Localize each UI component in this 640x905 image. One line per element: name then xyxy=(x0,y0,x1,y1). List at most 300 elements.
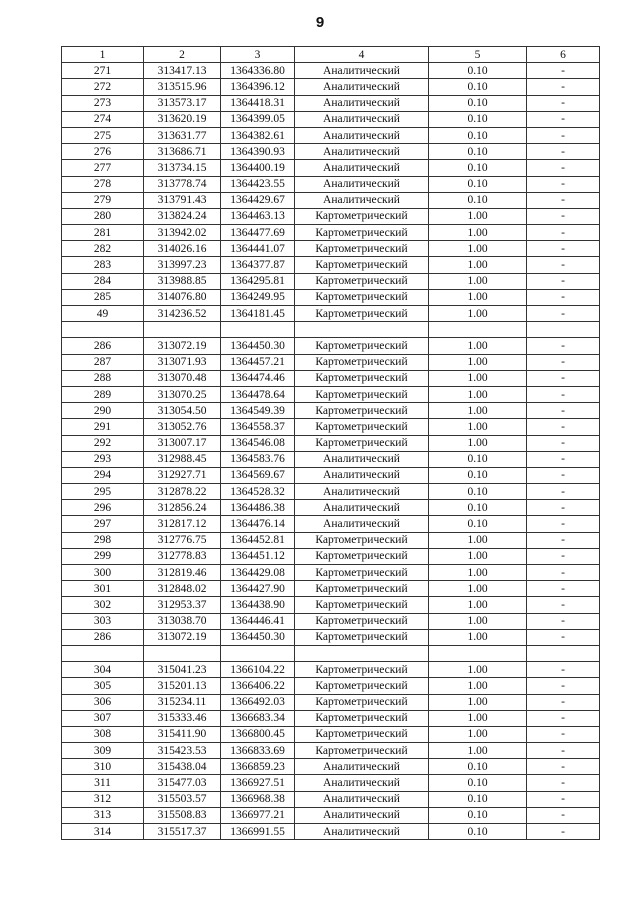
point-number-cell: 274 xyxy=(62,111,144,127)
y-coordinate-cell: 1364569.67 xyxy=(221,467,295,483)
point-number-cell: 272 xyxy=(62,79,144,95)
table-row xyxy=(62,111,600,127)
note-cell: - xyxy=(527,289,600,305)
y-coordinate-cell: 1364441.07 xyxy=(221,241,295,257)
x-coordinate-cell: 313417.13 xyxy=(144,63,221,79)
method-cell: Картометрический xyxy=(295,743,429,759)
x-coordinate-cell: 313791.43 xyxy=(144,192,221,208)
point-number-cell: 278 xyxy=(62,176,144,192)
y-coordinate-cell: 1364546.08 xyxy=(221,435,295,451)
x-coordinate-cell: 312776.75 xyxy=(144,532,221,548)
accuracy-cell: 0.10 xyxy=(429,79,527,95)
note-cell: - xyxy=(527,516,600,532)
table-row xyxy=(62,759,600,775)
note-cell: - xyxy=(527,451,600,467)
column-header: 3 xyxy=(221,47,295,63)
table-row xyxy=(62,403,600,419)
point-number-cell: 288 xyxy=(62,370,144,386)
x-coordinate-cell: 313942.02 xyxy=(144,225,221,241)
method-cell: Аналитический xyxy=(295,111,429,127)
note-cell: - xyxy=(527,403,600,419)
accuracy-cell xyxy=(429,645,527,661)
table-row xyxy=(62,192,600,208)
method-cell: Аналитический xyxy=(295,775,429,791)
accuracy-cell: 1.00 xyxy=(429,565,527,581)
method-cell: Картометрический xyxy=(295,419,429,435)
coordinates-table xyxy=(61,46,600,840)
note-cell: - xyxy=(527,386,600,402)
table-row xyxy=(62,160,600,176)
accuracy-cell: 0.10 xyxy=(429,451,527,467)
table-row xyxy=(62,289,600,305)
table-row xyxy=(62,273,600,289)
x-coordinate-cell: 312988.45 xyxy=(144,451,221,467)
table-row xyxy=(62,338,600,354)
accuracy-cell: 1.00 xyxy=(429,257,527,273)
x-coordinate-cell: 315517.37 xyxy=(144,824,221,840)
point-number-cell: 286 xyxy=(62,338,144,354)
method-cell: Картометрический xyxy=(295,694,429,710)
note-cell: - xyxy=(527,775,600,791)
y-coordinate-cell: 1366406.22 xyxy=(221,678,295,694)
y-coordinate-cell: 1364457.21 xyxy=(221,354,295,370)
note-cell: - xyxy=(527,144,600,160)
y-coordinate-cell: 1364450.30 xyxy=(221,629,295,645)
x-coordinate-cell: 312817.12 xyxy=(144,516,221,532)
note-cell: - xyxy=(527,484,600,500)
y-coordinate-cell: 1366977.21 xyxy=(221,807,295,823)
table-row xyxy=(62,435,600,451)
point-number-cell xyxy=(62,645,144,661)
y-coordinate-cell: 1366859.23 xyxy=(221,759,295,775)
note-cell: - xyxy=(527,127,600,143)
accuracy-cell: 1.00 xyxy=(429,338,527,354)
note-cell: - xyxy=(527,500,600,516)
point-number-cell: 276 xyxy=(62,144,144,160)
accuracy-cell: 0.10 xyxy=(429,111,527,127)
y-coordinate-cell: 1364583.76 xyxy=(221,451,295,467)
table-row xyxy=(62,257,600,273)
table-row xyxy=(62,645,600,661)
accuracy-cell: 1.00 xyxy=(429,306,527,322)
accuracy-cell: 0.10 xyxy=(429,775,527,791)
accuracy-cell: 1.00 xyxy=(429,354,527,370)
y-coordinate-cell: 1364438.90 xyxy=(221,597,295,613)
point-number-cell: 300 xyxy=(62,565,144,581)
point-number-cell: 306 xyxy=(62,694,144,710)
method-cell: Картометрический xyxy=(295,225,429,241)
method-cell: Картометрический xyxy=(295,532,429,548)
x-coordinate-cell: 315201.13 xyxy=(144,678,221,694)
x-coordinate-cell: 313070.48 xyxy=(144,370,221,386)
y-coordinate-cell: 1364486.38 xyxy=(221,500,295,516)
note-cell: - xyxy=(527,176,600,192)
table-row xyxy=(62,807,600,823)
table-row xyxy=(62,532,600,548)
y-coordinate-cell: 1364446.41 xyxy=(221,613,295,629)
x-coordinate-cell: 313038.70 xyxy=(144,613,221,629)
note-cell: - xyxy=(527,225,600,241)
table-row xyxy=(62,208,600,224)
method-cell: Картометрический xyxy=(295,403,429,419)
method-cell: Картометрический xyxy=(295,678,429,694)
accuracy-cell: 0.10 xyxy=(429,144,527,160)
accuracy-cell: 1.00 xyxy=(429,710,527,726)
accuracy-cell: 0.10 xyxy=(429,95,527,111)
point-number-cell: 295 xyxy=(62,484,144,500)
table-row xyxy=(62,484,600,500)
table-row xyxy=(62,79,600,95)
method-cell: Аналитический xyxy=(295,95,429,111)
note-cell: - xyxy=(527,467,600,483)
table-row xyxy=(62,241,600,257)
x-coordinate-cell: 315503.57 xyxy=(144,791,221,807)
x-coordinate-cell: 313071.93 xyxy=(144,354,221,370)
table-row xyxy=(62,791,600,807)
x-coordinate-cell: 312778.83 xyxy=(144,548,221,564)
accuracy-cell: 1.00 xyxy=(429,532,527,548)
table-row xyxy=(62,127,600,143)
y-coordinate-cell: 1366800.45 xyxy=(221,726,295,742)
method-cell: Картометрический xyxy=(295,726,429,742)
accuracy-cell: 0.10 xyxy=(429,791,527,807)
x-coordinate-cell: 315411.90 xyxy=(144,726,221,742)
note-cell: - xyxy=(527,208,600,224)
y-coordinate-cell: 1364558.37 xyxy=(221,419,295,435)
x-coordinate-cell: 313778.74 xyxy=(144,176,221,192)
y-coordinate-cell: 1364478.64 xyxy=(221,386,295,402)
method-cell: Картометрический xyxy=(295,338,429,354)
y-coordinate-cell xyxy=(221,645,295,661)
x-coordinate-cell: 315438.04 xyxy=(144,759,221,775)
point-number-cell: 282 xyxy=(62,241,144,257)
table-row xyxy=(62,629,600,645)
y-coordinate-cell: 1364400.19 xyxy=(221,160,295,176)
x-coordinate-cell: 313007.17 xyxy=(144,435,221,451)
accuracy-cell: 1.00 xyxy=(429,208,527,224)
x-coordinate-cell xyxy=(144,645,221,661)
y-coordinate-cell: 1364477.69 xyxy=(221,225,295,241)
y-coordinate-cell: 1366833.69 xyxy=(221,743,295,759)
accuracy-cell: 0.10 xyxy=(429,192,527,208)
point-number-cell: 307 xyxy=(62,710,144,726)
table-row xyxy=(62,516,600,532)
note-cell: - xyxy=(527,273,600,289)
accuracy-cell: 0.10 xyxy=(429,824,527,840)
table-row xyxy=(62,694,600,710)
x-coordinate-cell: 313631.77 xyxy=(144,127,221,143)
method-cell: Аналитический xyxy=(295,484,429,500)
accuracy-cell: 1.00 xyxy=(429,435,527,451)
accuracy-cell: 1.00 xyxy=(429,386,527,402)
note-cell: - xyxy=(527,63,600,79)
point-number-cell: 280 xyxy=(62,208,144,224)
point-number-cell: 49 xyxy=(62,306,144,322)
point-number-cell: 289 xyxy=(62,386,144,402)
point-number-cell: 271 xyxy=(62,63,144,79)
note-cell: - xyxy=(527,435,600,451)
note-cell: - xyxy=(527,192,600,208)
point-number-cell: 312 xyxy=(62,791,144,807)
table-body xyxy=(62,63,600,840)
column-header: 5 xyxy=(429,47,527,63)
point-number-cell: 292 xyxy=(62,435,144,451)
point-number-cell: 273 xyxy=(62,95,144,111)
table-row xyxy=(62,662,600,678)
accuracy-cell: 0.10 xyxy=(429,176,527,192)
x-coordinate-cell: 312927.71 xyxy=(144,467,221,483)
point-number-cell: 283 xyxy=(62,257,144,273)
note-cell: - xyxy=(527,532,600,548)
point-number-cell: 281 xyxy=(62,225,144,241)
point-number-cell: 294 xyxy=(62,467,144,483)
table-row xyxy=(62,370,600,386)
y-coordinate-cell: 1364336.80 xyxy=(221,63,295,79)
y-coordinate-cell: 1366683.34 xyxy=(221,710,295,726)
accuracy-cell: 1.00 xyxy=(429,726,527,742)
accuracy-cell: 1.00 xyxy=(429,289,527,305)
table-row xyxy=(62,419,600,435)
x-coordinate-cell: 312953.37 xyxy=(144,597,221,613)
method-cell: Аналитический xyxy=(295,516,429,532)
table-row xyxy=(62,726,600,742)
accuracy-cell: 0.10 xyxy=(429,759,527,775)
point-number-cell: 275 xyxy=(62,127,144,143)
point-number-cell: 290 xyxy=(62,403,144,419)
y-coordinate-cell: 1364249.95 xyxy=(221,289,295,305)
method-cell: Картометрический xyxy=(295,565,429,581)
note-cell: - xyxy=(527,111,600,127)
y-coordinate-cell: 1364399.05 xyxy=(221,111,295,127)
accuracy-cell: 1.00 xyxy=(429,678,527,694)
y-coordinate-cell: 1364377.87 xyxy=(221,257,295,273)
method-cell: Аналитический xyxy=(295,63,429,79)
accuracy-cell: 1.00 xyxy=(429,662,527,678)
table-row xyxy=(62,386,600,402)
point-number-cell: 314 xyxy=(62,824,144,840)
method-cell: Картометрический xyxy=(295,435,429,451)
method-cell xyxy=(295,322,429,338)
method-cell: Картометрический xyxy=(295,273,429,289)
method-cell: Аналитический xyxy=(295,176,429,192)
accuracy-cell: 0.10 xyxy=(429,484,527,500)
accuracy-cell: 0.10 xyxy=(429,63,527,79)
point-number-cell: 301 xyxy=(62,581,144,597)
note-cell: - xyxy=(527,678,600,694)
method-cell: Картометрический xyxy=(295,306,429,322)
note-cell: - xyxy=(527,581,600,597)
x-coordinate-cell: 315477.03 xyxy=(144,775,221,791)
accuracy-cell: 1.00 xyxy=(429,273,527,289)
point-number-cell: 293 xyxy=(62,451,144,467)
method-cell: Аналитический xyxy=(295,192,429,208)
note-cell: - xyxy=(527,548,600,564)
x-coordinate-cell: 313072.19 xyxy=(144,629,221,645)
table-row xyxy=(62,306,600,322)
y-coordinate-cell: 1364295.81 xyxy=(221,273,295,289)
table-row xyxy=(62,824,600,840)
x-coordinate-cell: 313052.76 xyxy=(144,419,221,435)
accuracy-cell: 1.00 xyxy=(429,694,527,710)
accuracy-cell: 1.00 xyxy=(429,241,527,257)
method-cell: Аналитический xyxy=(295,144,429,160)
note-cell: - xyxy=(527,597,600,613)
note-cell xyxy=(527,322,600,338)
x-coordinate-cell: 313997.23 xyxy=(144,257,221,273)
note-cell: - xyxy=(527,241,600,257)
point-number-cell: 286 xyxy=(62,629,144,645)
point-number-cell: 296 xyxy=(62,500,144,516)
x-coordinate-cell: 315423.53 xyxy=(144,743,221,759)
x-coordinate-cell: 313515.96 xyxy=(144,79,221,95)
note-cell: - xyxy=(527,370,600,386)
point-number-cell: 287 xyxy=(62,354,144,370)
table-row xyxy=(62,225,600,241)
point-number-cell: 310 xyxy=(62,759,144,775)
y-coordinate-cell: 1364474.46 xyxy=(221,370,295,386)
point-number-cell: 277 xyxy=(62,160,144,176)
point-number-cell: 298 xyxy=(62,532,144,548)
y-coordinate-cell: 1364382.61 xyxy=(221,127,295,143)
table-row xyxy=(62,95,600,111)
note-cell: - xyxy=(527,807,600,823)
method-cell: Картометрический xyxy=(295,613,429,629)
note-cell: - xyxy=(527,565,600,581)
point-number-cell: 309 xyxy=(62,743,144,759)
y-coordinate-cell: 1366927.51 xyxy=(221,775,295,791)
method-cell: Аналитический xyxy=(295,759,429,775)
note-cell: - xyxy=(527,791,600,807)
y-coordinate-cell: 1364181.45 xyxy=(221,306,295,322)
table-row xyxy=(62,63,600,79)
x-coordinate-cell: 315333.46 xyxy=(144,710,221,726)
column-header: 1 xyxy=(62,47,144,63)
point-number-cell: 285 xyxy=(62,289,144,305)
y-coordinate-cell: 1364451.12 xyxy=(221,548,295,564)
note-cell: - xyxy=(527,419,600,435)
table-row xyxy=(62,710,600,726)
note-cell: - xyxy=(527,759,600,775)
accuracy-cell xyxy=(429,322,527,338)
point-number-cell: 302 xyxy=(62,597,144,613)
y-coordinate-cell: 1366968.38 xyxy=(221,791,295,807)
y-coordinate-cell: 1364528.32 xyxy=(221,484,295,500)
note-cell: - xyxy=(527,743,600,759)
accuracy-cell: 0.10 xyxy=(429,516,527,532)
y-coordinate-cell: 1364463.13 xyxy=(221,208,295,224)
y-coordinate-cell: 1364423.55 xyxy=(221,176,295,192)
column-header: 4 xyxy=(295,47,429,63)
note-cell: - xyxy=(527,354,600,370)
method-cell: Картометрический xyxy=(295,241,429,257)
method-cell: Картометрический xyxy=(295,710,429,726)
accuracy-cell: 0.10 xyxy=(429,160,527,176)
x-coordinate-cell: 313573.17 xyxy=(144,95,221,111)
point-number-cell: 299 xyxy=(62,548,144,564)
accuracy-cell: 1.00 xyxy=(429,597,527,613)
method-cell: Картометрический xyxy=(295,662,429,678)
table-row xyxy=(62,176,600,192)
y-coordinate-cell: 1364396.12 xyxy=(221,79,295,95)
accuracy-cell: 1.00 xyxy=(429,581,527,597)
note-cell: - xyxy=(527,257,600,273)
method-cell: Картометрический xyxy=(295,581,429,597)
accuracy-cell: 1.00 xyxy=(429,225,527,241)
x-coordinate-cell: 312819.46 xyxy=(144,565,221,581)
point-number-cell: 308 xyxy=(62,726,144,742)
method-cell xyxy=(295,645,429,661)
accuracy-cell: 0.10 xyxy=(429,467,527,483)
x-coordinate-cell: 314076.80 xyxy=(144,289,221,305)
method-cell: Картометрический xyxy=(295,548,429,564)
point-number-cell: 304 xyxy=(62,662,144,678)
table-row xyxy=(62,322,600,338)
note-cell: - xyxy=(527,726,600,742)
x-coordinate-cell: 312878.22 xyxy=(144,484,221,500)
table-row xyxy=(62,613,600,629)
y-coordinate-cell: 1364452.81 xyxy=(221,532,295,548)
table-row xyxy=(62,565,600,581)
table-row xyxy=(62,597,600,613)
table-row xyxy=(62,743,600,759)
y-coordinate-cell: 1364390.93 xyxy=(221,144,295,160)
accuracy-cell: 1.00 xyxy=(429,419,527,435)
method-cell: Картометрический xyxy=(295,370,429,386)
x-coordinate-cell: 313072.19 xyxy=(144,338,221,354)
method-cell: Аналитический xyxy=(295,807,429,823)
point-number-cell: 279 xyxy=(62,192,144,208)
accuracy-cell: 0.10 xyxy=(429,500,527,516)
table-row xyxy=(62,581,600,597)
page-number: 9 xyxy=(315,14,325,31)
method-cell: Аналитический xyxy=(295,824,429,840)
y-coordinate-cell: 1366991.55 xyxy=(221,824,295,840)
x-coordinate-cell: 314026.16 xyxy=(144,241,221,257)
method-cell: Картометрический xyxy=(295,208,429,224)
y-coordinate-cell: 1364429.67 xyxy=(221,192,295,208)
column-header: 6 xyxy=(527,47,600,63)
method-cell: Картометрический xyxy=(295,597,429,613)
method-cell: Аналитический xyxy=(295,791,429,807)
note-cell: - xyxy=(527,824,600,840)
y-coordinate-cell xyxy=(221,322,295,338)
note-cell: - xyxy=(527,95,600,111)
x-coordinate-cell: 313734.15 xyxy=(144,160,221,176)
table-row xyxy=(62,678,600,694)
note-cell: - xyxy=(527,306,600,322)
y-coordinate-cell: 1364418.31 xyxy=(221,95,295,111)
table-row xyxy=(62,548,600,564)
method-cell: Картометрический xyxy=(295,289,429,305)
accuracy-cell: 0.10 xyxy=(429,127,527,143)
x-coordinate-cell: 313686.71 xyxy=(144,144,221,160)
method-cell: Аналитический xyxy=(295,127,429,143)
point-number-cell: 311 xyxy=(62,775,144,791)
accuracy-cell: 1.00 xyxy=(429,403,527,419)
point-number-cell: 291 xyxy=(62,419,144,435)
method-cell: Картометрический xyxy=(295,354,429,370)
point-number-cell: 303 xyxy=(62,613,144,629)
table-row xyxy=(62,354,600,370)
point-number-cell: 305 xyxy=(62,678,144,694)
x-coordinate-cell: 315234.11 xyxy=(144,694,221,710)
method-cell: Аналитический xyxy=(295,467,429,483)
x-coordinate-cell: 313988.85 xyxy=(144,273,221,289)
point-number-cell: 297 xyxy=(62,516,144,532)
point-number-cell xyxy=(62,322,144,338)
accuracy-cell: 1.00 xyxy=(429,370,527,386)
header-row xyxy=(62,47,600,63)
